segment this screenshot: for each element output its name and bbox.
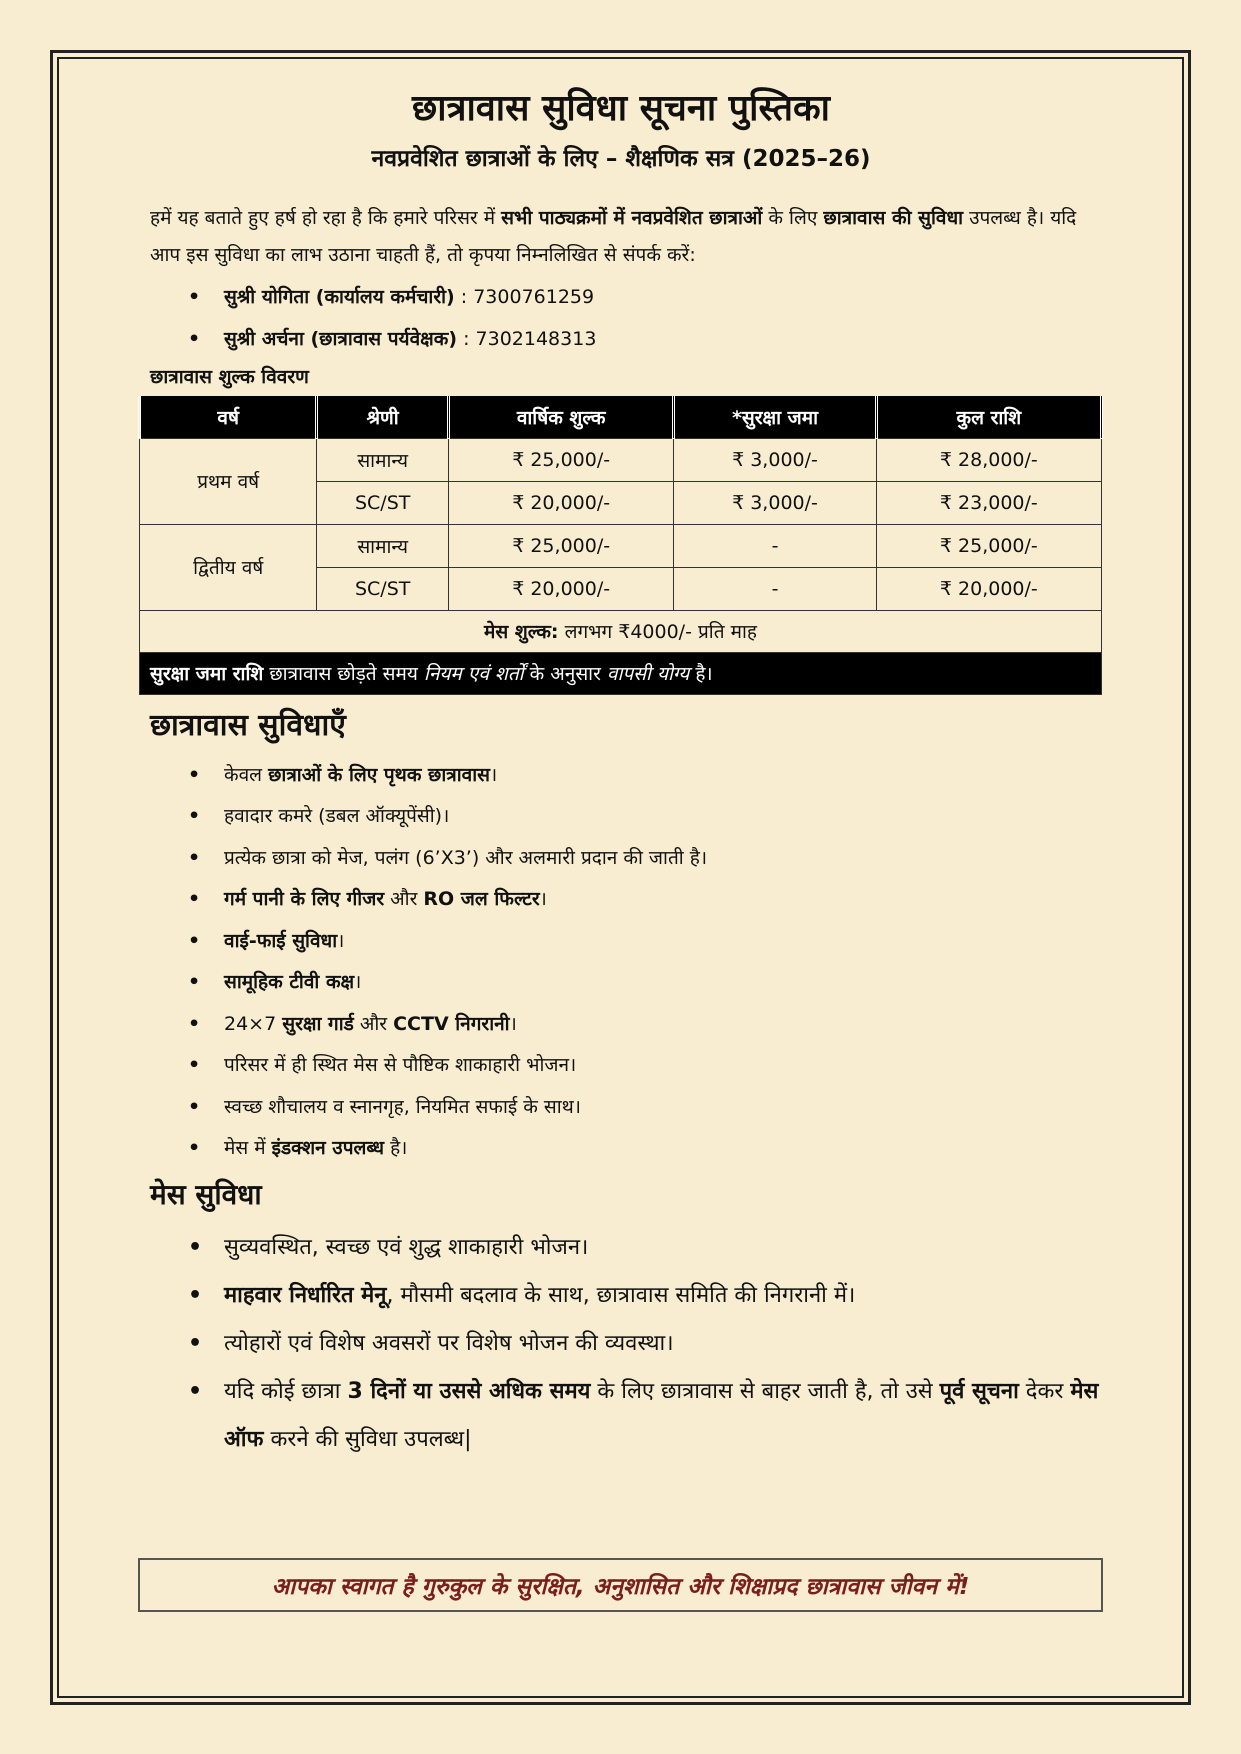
fee-table bbox=[138, 396, 1103, 695]
total-cell: ₹ 20,000/- bbox=[876, 567, 1101, 610]
mess-list bbox=[138, 1224, 1104, 1464]
column-header: वर्ष bbox=[140, 396, 317, 438]
deposit-note-row bbox=[140, 652, 1102, 694]
fee-table-heading: छात्रावास शुल्क विवरण bbox=[150, 366, 309, 388]
list-item: • केवल छात्राओं के लिए पृथक छात्रावास। bbox=[188, 755, 1104, 797]
list-item: • माहवार निर्धारित मेनू, मौसमी बदलाव के साथ, छात्रावास समिति की निगरानी में। bbox=[188, 1272, 1104, 1320]
total-cell: ₹ 23,000/- bbox=[876, 481, 1101, 524]
list-item: • परिसर में ही स्थित मेस से पौष्टिक शाकाहारी भोजन। bbox=[188, 1045, 1104, 1087]
column-header: कुल राशि bbox=[876, 396, 1101, 438]
column-header: वार्षिक शुल्क bbox=[449, 396, 674, 438]
category-cell: सामान्य bbox=[317, 524, 449, 567]
list-item: • स्वच्छ शौचालय व स्नानगृह, नियमित सफाई के साथ। bbox=[188, 1087, 1104, 1129]
list-item: • वाई-फाई सुविधा। bbox=[188, 921, 1104, 963]
document-subtitle: नवप्रवेशित छात्राओं के लिए – शैक्षणिक सत्र (2025–26) bbox=[371, 146, 871, 172]
list-item: • यदि कोई छात्रा 3 दिनों या उससे अधिक समय के लिए छात्रावास से बाहर जाती है, तो उसे पूर्व सूचना देकर मेस ऑफ करने की सुविधा उपलब्ध| bbox=[188, 1368, 1104, 1464]
annual-fee-cell: ₹ 20,000/- bbox=[449, 567, 674, 610]
list-item: • मेस में इंडक्शन उपलब्ध है। bbox=[188, 1128, 1104, 1170]
annual-fee-cell: ₹ 25,000/- bbox=[449, 524, 674, 567]
category-cell: सामान्य bbox=[317, 438, 449, 481]
list-item: • 24×7 सुरक्षा गार्ड और CCTV निगरानी। bbox=[188, 1004, 1104, 1046]
table-header-row bbox=[140, 396, 1102, 438]
list-item: • गर्म पानी के लिए गीजर और RO जल फिल्टर। bbox=[188, 879, 1104, 921]
annual-fee-cell: ₹ 25,000/- bbox=[449, 438, 674, 481]
table-row bbox=[140, 438, 1102, 481]
contact-item: • सुश्री योगिता (कार्यालय कर्मचारी) : 7300761259 bbox=[188, 276, 1104, 318]
list-item: • प्रत्येक छात्रा को मेज, पलंग (6’X3’) और अलमारी प्रदान की जाती है। bbox=[188, 838, 1104, 880]
mess-fee-cell: मेस शुल्क: लगभग ₹4000/- प्रति माह bbox=[140, 610, 1102, 652]
column-header: श्रेणी bbox=[317, 396, 449, 438]
annual-fee-cell: ₹ 20,000/- bbox=[449, 481, 674, 524]
deposit-cell: ₹ 3,000/- bbox=[674, 481, 876, 524]
year-cell: प्रथम वर्ष bbox=[140, 438, 317, 524]
document-title: छात्रावास सुविधा सूचना पुस्तिका bbox=[412, 88, 830, 129]
contact-list bbox=[138, 276, 1104, 360]
list-item: • त्योहारों एवं विशेष अवसरों पर विशेष भोजन की व्यवस्था। bbox=[188, 1320, 1104, 1368]
year-cell: द्वितीय वर्ष bbox=[140, 524, 317, 610]
contact-item: • सुश्री अर्चना (छात्रावास पर्यवेक्षक) : 7302148313 bbox=[188, 318, 1104, 360]
document-body bbox=[138, 84, 1104, 1464]
list-item: • हवादार कमरे (डबल ऑक्यूपेंसी)। bbox=[188, 796, 1104, 838]
facilities-heading: छात्रावास सुविधाएँ bbox=[150, 707, 346, 743]
facilities-list bbox=[138, 755, 1104, 1170]
welcome-banner: आपका स्वागत है गुरुकुल के सुरक्षित, अनुशासित और शिक्षाप्रद छात्रावास जीवन में! bbox=[138, 1558, 1103, 1612]
column-header: *सुरक्षा जमा bbox=[674, 396, 876, 438]
deposit-cell: - bbox=[674, 567, 876, 610]
category-cell: SC/ST bbox=[317, 481, 449, 524]
table-row bbox=[140, 524, 1102, 567]
deposit-cell: - bbox=[674, 524, 876, 567]
category-cell: SC/ST bbox=[317, 567, 449, 610]
list-item: • सुव्यवस्थित, स्वच्छ एवं शुद्ध शाकाहारी भोजन। bbox=[188, 1224, 1104, 1272]
intro-paragraph: हमें यह बताते हुए हर्ष हो रहा है कि हमारे परिसर में सभी पाठ्यक्रमों में नवप्रवेशित छात्राओं के लिए छात्रावास की सुविधा उपलब्ध है। यदि आप इस सुविधा का लाभ उठाना चाहती हैं, तो कृपया निम्नलिखित से संपर्क करें: bbox=[150, 207, 1077, 266]
deposit-cell: ₹ 3,000/- bbox=[674, 438, 876, 481]
deposit-note-cell: सुरक्षा जमा राशि छात्रावास छोड़ते समय नियम एवं शर्तों के अनुसार वापसी योग्य है। bbox=[140, 652, 1102, 694]
list-item: • सामूहिक टीवी कक्ष। bbox=[188, 962, 1104, 1004]
mess-fee-row bbox=[140, 610, 1102, 652]
total-cell: ₹ 28,000/- bbox=[876, 438, 1101, 481]
mess-heading: मेस सुविधा bbox=[150, 1177, 262, 1211]
total-cell: ₹ 25,000/- bbox=[876, 524, 1101, 567]
